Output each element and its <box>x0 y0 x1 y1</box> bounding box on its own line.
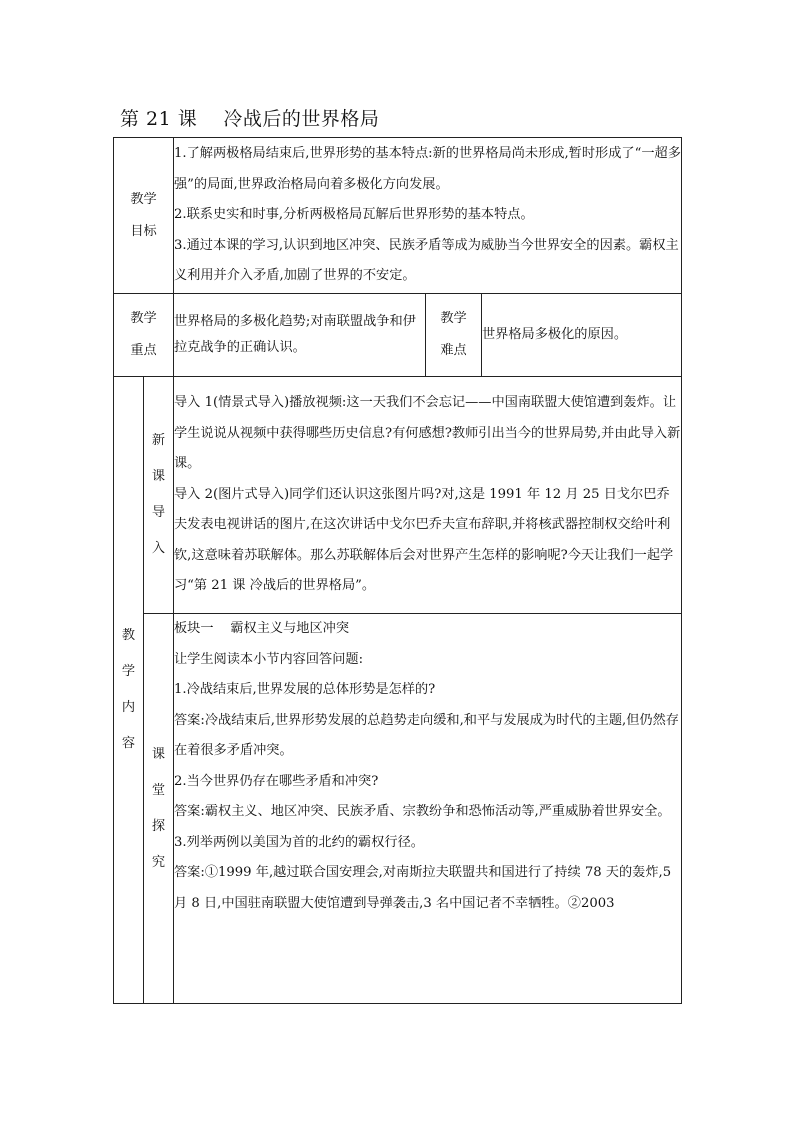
section-title: 板块一 霸权主义与地区冲突 <box>174 621 350 636</box>
answer-1: 答案:冷战结束后,世界形势发展的总趋势走向缓和,和平与发展成为时代的主题,但仍然存在着很多矛盾冲突。 <box>174 712 679 758</box>
objective-item: 3.通过本课的学习,认识到地区冲突、民族矛盾等成为威胁当今世界安全的因素。霸权主义利用并介入矛盾,加剧了世界的不安定。 <box>174 237 679 284</box>
instruction: 让学生阅读本小节内容回答问题: <box>174 651 364 667</box>
key-points-row <box>114 294 682 377</box>
intro-2: 导入 2(图片式导入)同学们还认识这张图片吗?对,这是 1991 年 12 月 25 日戈尔巴乔夫发表电视讲话的图片,在这次讲话中戈尔巴乔夫宣布辞职,并将核武器控制权交给叶利钦,这意味着苏联解体。那么苏联解体后会对世界产生怎样的影响呢?今天让我们一起学习“第 21 课 冷战后的世界格局”。 <box>174 486 674 594</box>
exploration-row <box>114 614 682 1004</box>
content-label: 教 学 内 容 <box>114 377 144 1004</box>
objective-item: 1.了解两极格局结束后,世界形势的基本特点:新的世界格局尚未形成,暂时形成了“一超多强”的局面,世界政治格局向着多极化方向发展。 <box>174 146 681 192</box>
question-3: 3.列举两例以美国为首的北约的霸权行径。 <box>174 834 424 850</box>
exploration-content <box>174 614 682 1004</box>
intro-1: 导入 1(情景式导入)播放视频:这一天我们不会忘记——中国南联盟大使馆遭到轰炸。让学生说说从视频中获得哪些历史信息?有何感想?教师引出当今的世界局势,并由此导入新课。 <box>174 395 681 472</box>
answer-2: 答案:霸权主义、地区冲突、民族矛盾、宗教纷争和恐怖活动等,严重威胁着世界安全。 <box>174 804 671 819</box>
page-title: 第 21 课 冷战后的世界格局 <box>120 108 380 130</box>
answer-3: 答案:①1999 年,越过联合国安理会,对南斯拉夫联盟共和国进行了持续 78 天的轰炸,5 月 8 日,中国驻南联盟大使馆遭到导弹袭击,3 名中国记者不幸牺牲。②2003 <box>174 865 672 911</box>
key-points-label: 教学 重点 <box>114 294 174 377</box>
new-lesson-row <box>114 377 682 614</box>
question-2: 2.当今世界仍存在哪些矛盾和冲突? <box>174 773 379 789</box>
objectives-row <box>114 138 682 294</box>
lesson-plan-table <box>113 137 682 1004</box>
objectives-content <box>174 138 682 294</box>
objectives-label: 教学 目标 <box>114 138 174 294</box>
new-lesson-content <box>174 377 682 614</box>
question-1: 1.冷战结束后,世界发展的总体形势是怎样的? <box>174 682 436 697</box>
difficulties-label: 教学 难点 <box>426 294 482 377</box>
difficulties-content: 世界格局多极化的原因。 <box>482 294 682 377</box>
key-points-content: 世界格局的多极化趋势;对南联盟战争和伊拉克战争的正确认识。 <box>174 294 426 377</box>
objective-item: 2.联系史实和时事,分析两极格局瓦解后世界形势的基本特点。 <box>174 207 534 223</box>
new-lesson-label: 新 课 导 入 <box>144 377 174 614</box>
exploration-label: 课 堂 探 究 <box>144 614 174 1004</box>
